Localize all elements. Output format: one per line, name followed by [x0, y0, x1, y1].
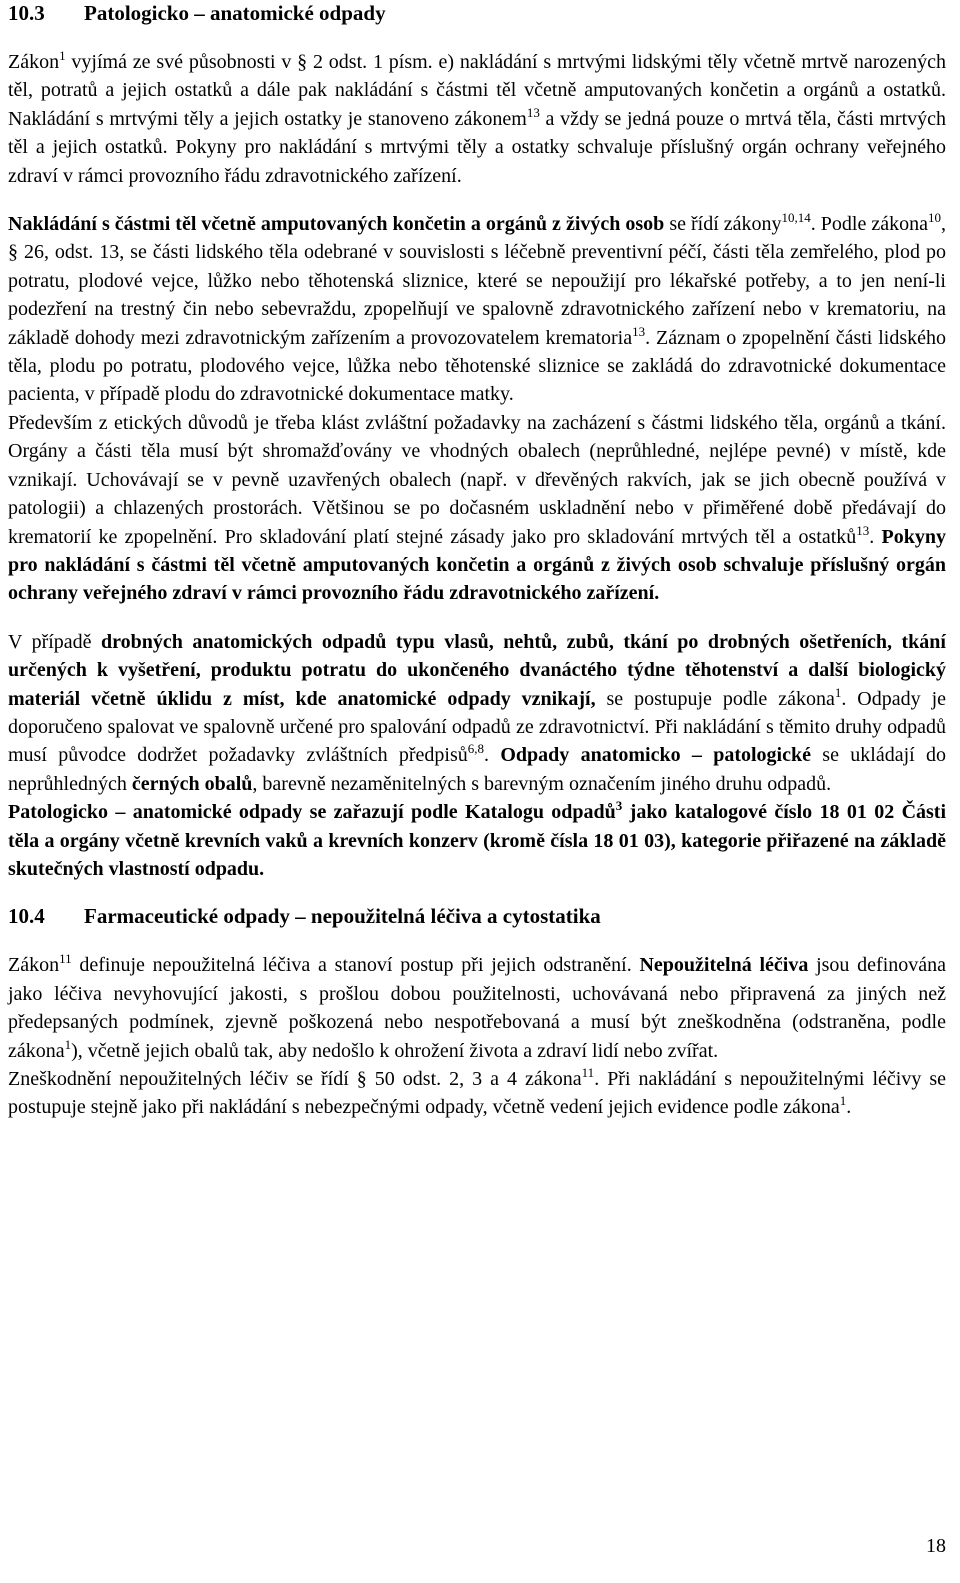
section-heading-10-4: [8, 903, 946, 929]
paragraph: V případě drobných anatomických odpadů typu vlasů, nehtů, zubů, tkání po drobných ošetřeních, tkání určených k vyšetření, produktu potratu do ukončeného dvanáctého týdne těhotenství a další biologický materiál včetně úklidu z míst, kde anatomické odpady vznikají, se postupuje podle zákona$^1$. Odpady je doporučeno spalovat ve spalovně určené pro spalování odpadů ze zdravotnictví. Při nakládání s těmito druhy odpadů musí původce dodržet požadavky zvláštních předpisů$^{6,8}$. Odpady anatomicko – patologické se ukládají do neprůhledných černých obalů, barevně nezaměnitelných s barevným označením jiného druhu odpadů.: [8, 630, 947, 795]
section-title: Patologicko – anatomické odpady: [84, 1, 386, 25]
section-title: Farmaceutické odpady – nepoužitelná léčiva a cytostatika: [84, 904, 601, 929]
section-heading-10-3: [8, 0, 946, 26]
paragraph: Zneškodnění nepoužitelných léčiv se řídí § 50 odst. 2, 3 a 4 zákona$^{11}$. Při nakládání s nepoužitelnými léčivy se postupuje stejně jako při nakládání s nebezpečnými odpady, včetně vedení jejich evidence podle zákona$^1$.: [8, 1065, 947, 1119]
paragraph: Zákon$^1$ vyjímá ze své působnosti v § 2 odst. 1 písm. e) nakládání s mrtvými lidskými těly včetně mrtvě narozených těl, potratů a jejich ostatků a dále pak nakládání s částmi těl včetně amputovaných končetin a orgánů a ostatků. Nakládání s mrtvými těly a jejich ostatky je stanoveno zákonem$^{13}$ a vždy se jedná pouze o mrtvá těla, části mrtvých těl a jejich ostatků. Pokyny pro nakládání s mrtvými těly a ostatky schvaluje příslušný orgán ochrany veřejného zdraví v rámci provozního řádu zdravotnického zařízení.: [8, 48, 946, 187]
page-number: 18: [926, 1535, 946, 1557]
document-page: [8, 0, 946, 1122]
paragraph: Patologicko – anatomické odpady se zařazují podle Katalogu odpadů$^3$ jako katalogové číslo 18 01 02 Části těla a orgány včetně krevních vaků a krevních konzerv (kromě čísla 18 01 03), kategorie přiřazené na základě skutečných vlastností odpadu.: [8, 798, 947, 880]
section-number: 10.3: [8, 1, 45, 25]
paragraph: Především z etických důvodů je třeba klást zvláštní požadavky na zacházení s částmi lidského těla, orgánů a tkání. Orgány a části těla musí být shromažďovány ve vhodných obalech (neprůhledné, nejlépe pevné) v místě, kde vznikají. Uchovávají se v pevně uzavřených obalech (např. v dřevěných rakvích, jak se jich obecně používá v patologii) a chlazených prostorách. Většinou se po dočasném uskladnění nebo v přiměřené době předávají do krematorií ke zpopelnění. Pro skladování platí stejné zásady jako pro skladování mrtvých těl a ostatků$^{13}$. Pokyny pro nakládání s částmi těl včetně amputovaných končetin a orgánů z živých osob schvaluje příslušný orgán ochrany veřejného zdraví v rámci provozního řádu zdravotnického zařízení.: [8, 411, 946, 605]
section-number: 10.4: [8, 904, 45, 929]
paragraph: Nakládání s částmi těl včetně amputovaných končetin a orgánů z živých osob se řídí zákony$^{10,14}$. Podle zákona$^{10}$, § 26, odst. 13, se části lidského těla odebrané v souvislosti s léčebně preventivní péčí, části těla zemřelého, plod po potratu, plodové vejce, lůžko nebo těhotenská sliznice, které se nepoužijí pro lékařské potřeby, a to jen není-li podezření na trestný čin nebo sebevraždu, zpopelňují ve spalovně zdravotnického zařízení nebo v krematoriu, na základě dohody mezi zdravotnickým zařízením a provozovatelem krematoria$^{13}$. Záznam o zpopelnění části lidského těla, plodu po potratu, plodového vejce, lůžka nebo těhotenské sliznice se zakládá do zdravotnické dokumentace pacienta, v případě plodu do zdravotnické dokumentace matky.: [8, 210, 946, 406]
paragraph: Zákon$^{11}$ definuje nepoužitelná léčiva a stanoví postup při jejich odstranění. Nepoužitelná léčiva jsou definována jako léčiva nevyhovující jakosti, s prošlou dobou použitelnosti, uchovávaná nebo připravená za jiných než předepsaných podmínek, zjevně poškozená nebo nespotřebovaná a musí být zneškodněna (odstraněna, podle zákona$^1$), včetně jejich obalů tak, aby nedošlo k ohrožení života a zdraví lidí nebo zvířat.: [8, 951, 947, 1062]
